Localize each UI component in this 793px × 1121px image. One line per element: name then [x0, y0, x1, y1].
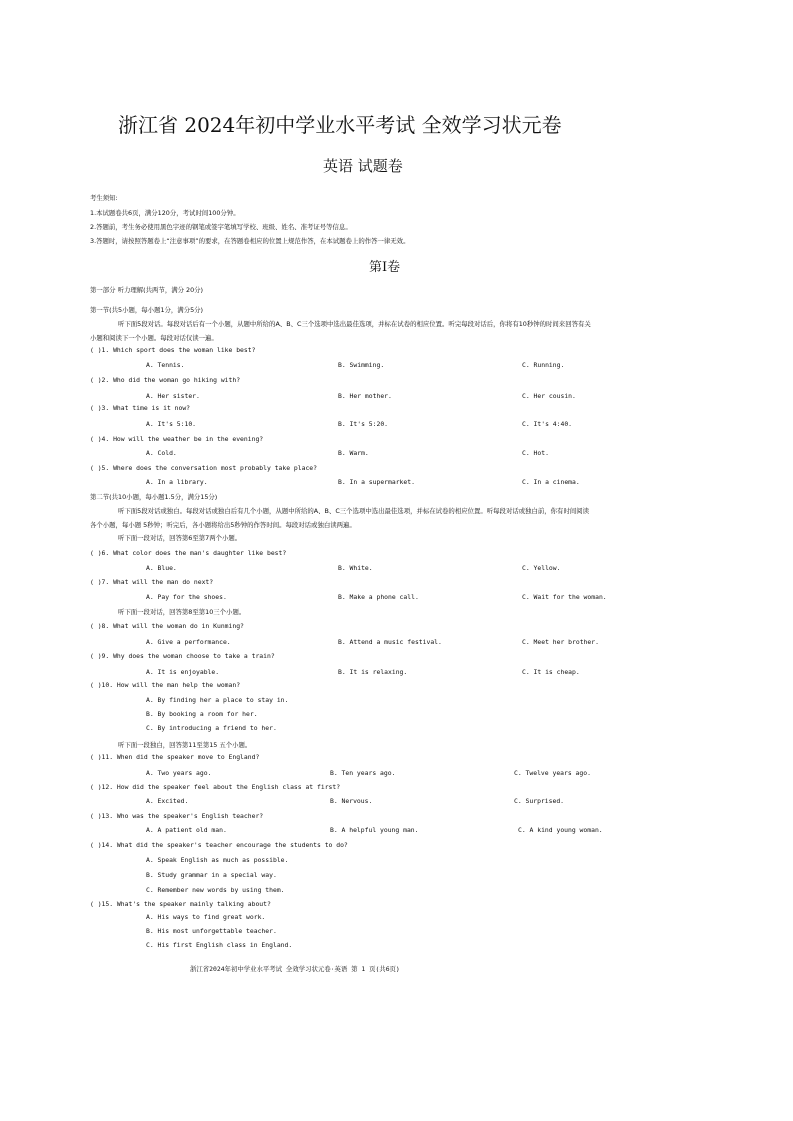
option-a: A. Two years ago. — [146, 769, 212, 777]
option-b: B. Attend a music festival. — [338, 638, 442, 646]
option-c: C. His first English class in England. — [146, 941, 293, 949]
option-b: B. By booking a room for her. — [146, 710, 258, 718]
option-a: A. Her sister. — [146, 392, 200, 400]
option-c: C. In a cinema. — [522, 478, 580, 486]
question-stem: ( )12. How did the speaker feel about the English class at first? — [90, 783, 341, 791]
volume-heading: 第Ⅰ卷 — [369, 260, 401, 275]
option-a: A. It is enjoyable. — [146, 668, 220, 676]
option-a: A. A patient old man. — [146, 826, 227, 834]
option-b: B. Ten years ago. — [330, 769, 396, 777]
option-c: C. Running. — [522, 361, 565, 369]
option-c: C. It is cheap. — [522, 668, 580, 676]
option-b: B. Make a phone call. — [338, 593, 419, 601]
option-c: C. It's 4:40. — [522, 420, 573, 428]
section-instruction: 小题和阅读下一个小题。每段对话仅读一遍。 — [90, 334, 218, 342]
option-c: C. Twelve years ago. — [514, 769, 591, 777]
part-heading: 第一部分 听力理解(共两节，满分 20分) — [90, 286, 204, 294]
section-instruction: 听下面一段独白，回答第11至第15 五个小题。 — [118, 741, 252, 749]
option-c: C. Remember new words by using them. — [146, 886, 285, 894]
question-stem: ( )6. What color does the man's daughter like best? — [90, 549, 287, 557]
question-stem: ( )9. Why does the woman choose to take a train? — [90, 652, 275, 660]
option-b: B. It is relaxing. — [338, 668, 408, 676]
section-instruction: 各个小题，每小题 5秒钟；听完后，各小题将给出5秒钟的作答时间。每段对话或独白读两遍。 — [90, 521, 356, 529]
question-stem: ( )7. What will the man do next? — [90, 578, 214, 586]
section-instruction: 听下面5段对话或独白。每段对话或独白后有几个小题，从题中所给的A、B、C三个选项中选出最佳选项，并标在试卷的相应位置。听每段对话或独白前，你有时间阅读 — [118, 507, 590, 515]
option-c: C. Wait for the woman. — [522, 593, 607, 601]
section-instruction: 听下面5段对话。每段对话后有一个小题，从题中所给的A、B、C三个选项中选出最佳选项，并标在试卷的相应位置。听完每段对话后，你将有10秒钟的时间来回答有关 — [118, 320, 591, 328]
question-stem: ( )2. Who did the woman go hiking with? — [90, 376, 241, 384]
question-stem: ( )15. What's the speaker mainly talking about? — [90, 900, 271, 908]
section-heading: 第一节(共5小题，每小题1分，满分5分) — [90, 306, 204, 314]
page-footer: 浙江省2024年初中学业水平考试 全效学习状元卷·英语 第 1 页(共6页) — [190, 965, 400, 973]
option-b: B. In a supermarket. — [338, 478, 415, 486]
notes-item: 3.答题时，请按照答题卷上“注意事项”的要求，在答题卷相应的位置上规范作答，在本试题卷上的作答一律无效。 — [90, 237, 410, 245]
question-stem: ( )5. Where does the conversation most probably take place? — [90, 464, 318, 472]
option-a: A. Blue. — [146, 564, 177, 572]
option-a: A. Tennis. — [146, 361, 185, 369]
option-a: A. In a library. — [146, 478, 208, 486]
option-b: B. White. — [338, 564, 373, 572]
option-c: C. Hot. — [522, 449, 549, 457]
option-b: B. Her mother. — [338, 392, 392, 400]
option-a: A. Pay for the shoes. — [146, 593, 227, 601]
option-b: B. A helpful young man. — [330, 826, 419, 834]
option-c: C. Surprised. — [514, 797, 565, 805]
question-stem: ( )3. What time is it now? — [90, 404, 191, 412]
question-stem: ( )8. What will the woman do in Kunming? — [90, 622, 244, 630]
option-c: C. Meet her brother. — [522, 638, 599, 646]
question-stem: ( )10. How will the man help the woman? — [90, 681, 241, 689]
option-b: B. Warm. — [338, 449, 369, 457]
option-a: A. Cold. — [146, 449, 177, 457]
option-c: C. By introducing a friend to her. — [146, 724, 277, 732]
option-c: C. Her cousin. — [522, 392, 576, 400]
option-a: A. His ways to find great work. — [146, 913, 266, 921]
option-c: C. Yellow. — [522, 564, 561, 572]
section-heading: 第二节(共10小题，每小题1.5分，满分15分) — [90, 493, 218, 501]
option-a: A. Excited. — [146, 797, 189, 805]
option-c: C. A kind young woman. — [518, 826, 603, 834]
notes-heading: 考生须知: — [90, 194, 118, 202]
question-stem: ( )14. What did the speaker's teacher encourage the students to do? — [90, 841, 348, 849]
option-a: A. It's 5:10. — [146, 420, 197, 428]
option-b: B. Nervous. — [330, 797, 373, 805]
section-instruction: 听下面一段对话，回答第8至第10三个小题。 — [118, 608, 246, 616]
question-stem: ( )4. How will the weather be in the evening? — [90, 435, 264, 443]
option-a: A. Speak English as much as possible. — [146, 856, 289, 864]
page-title: 浙江省 2024年初中学业水平考试 全效学习状元卷 — [118, 113, 562, 137]
option-b: B. It's 5:20. — [338, 420, 389, 428]
question-stem: ( )1. Which sport does the woman like best? — [90, 346, 256, 354]
option-a: A. By finding her a place to stay in. — [146, 696, 289, 704]
notes-item: 2.答题前，考生务必使用黑色字迹的钢笔或签字笔填写学校、班级、姓名、准考证号等信息。 — [90, 223, 352, 231]
notes-item: 1.本试题卷共6页，满分120分，考试时间100分钟。 — [90, 209, 240, 217]
section-instruction: 听下面一段对话，回答第6至第7两个小题。 — [118, 534, 242, 542]
option-b: B. His most unforgettable teacher. — [146, 927, 277, 935]
question-stem: ( )13. Who was the speaker's English teacher? — [90, 812, 264, 820]
question-stem: ( )11. When did the speaker move to England? — [90, 753, 260, 761]
option-b: B. Study grammar in a special way. — [146, 871, 277, 879]
page-subtitle: 英语 试题卷 — [323, 157, 403, 175]
option-b: B. Swimming. — [338, 361, 385, 369]
option-a: A. Give a performance. — [146, 638, 231, 646]
